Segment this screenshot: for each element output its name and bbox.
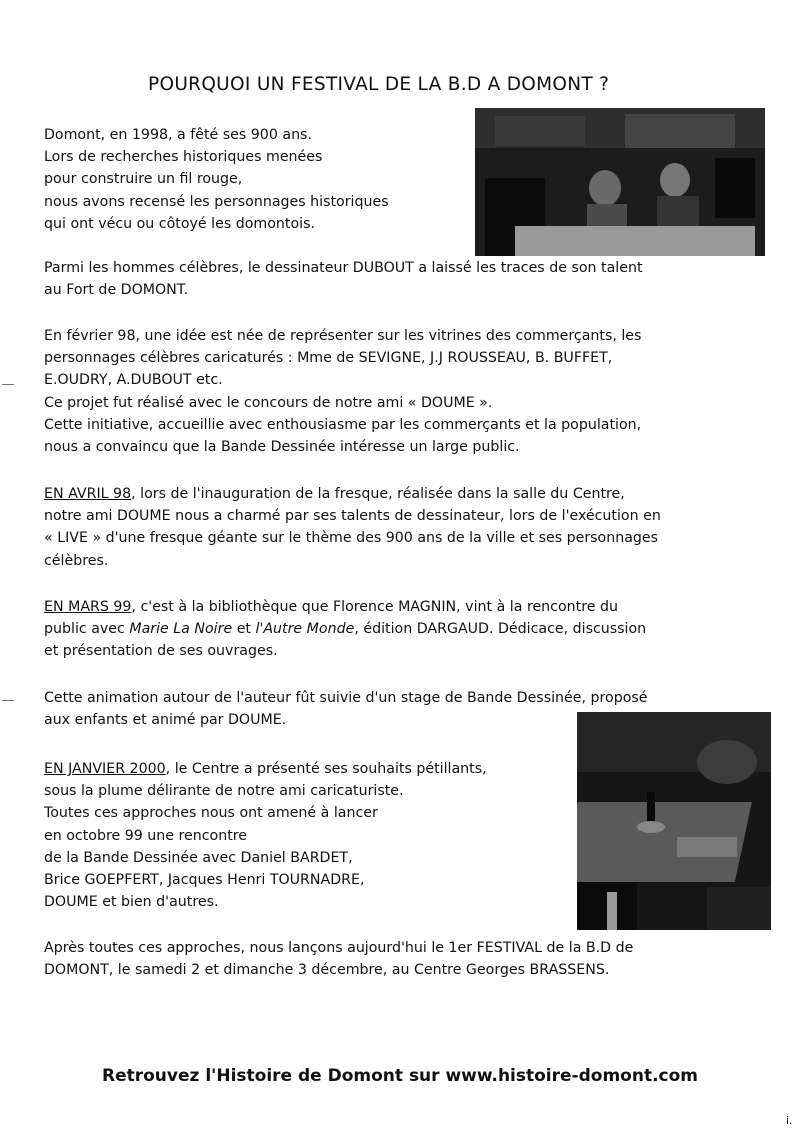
text-line: DOUME et bien d'autres. [44,894,219,911]
text-line: Ce projet fut réalisé avec le concours de notre ami « DOUME ». [44,394,493,411]
date-heading: EN JANVIER 2000 [44,761,166,777]
text-fragment: , le Centre a présenté ses souhaits pétillants, [165,761,487,777]
text-fragment: , édition DARGAUD. Dédicace, discussion [354,621,647,638]
february-paragraph [44,325,641,458]
text-line: Toutes ces approches nous ont amené à lancer [44,805,378,822]
photo-table-scene-image [577,712,771,930]
text-line: nous a convaincu que la Bande Dessinée intéresse un large public. [44,439,520,456]
text-line: au Fort de DOMONT. [44,282,189,299]
text-fragment: , lors de l'inauguration de la fresque, réalisée dans la salle du Centre, [131,486,625,502]
text-line: nous avons recensé les personnages historiques [44,193,389,210]
text-line: personnages célèbres caricaturés : Mme de SEVIGNE, J.J ROUSSEAU, B. BUFFET, [44,350,613,367]
text-line: et présentation de ses ouvrages. [44,643,278,660]
text-line: E.OUDRY, A.DUBOUT etc. [44,372,223,389]
text-line: aux enfants et animé par DOUME. [44,712,287,729]
page-title: POURQUOI UN FESTIVAL DE LA B.D A DOMONT ? [148,74,610,95]
text-line [44,618,646,640]
text-fragment: et [232,621,256,638]
january-paragraph [44,758,487,913]
website-footer: Retrouvez l'Histoire de Domont sur www.histoire-domont.com [101,1066,698,1086]
april-paragraph [44,483,661,572]
text-line [44,596,646,618]
text-line: Lors de recherches historiques menées [44,149,323,166]
text-line: Cette initiative, accueillie avec enthousiasme par les commerçants et la population, [44,416,642,433]
text-line [44,483,661,505]
text-line: Domont, en 1998, a fêté ses 900 ans. [44,127,312,143]
page-corner-mark: i. [786,1114,793,1127]
text-line: sous la plume délirante de notre ami caricaturiste. [44,783,404,800]
text-line: Après toutes ces approches, nous lançons aujourd'hui le 1er FESTIVAL de la B.D de [44,940,634,956]
book-title: l'Autre Monde [255,621,355,638]
text-line: « LIVE » d'une fresque géante sur le thème des 900 ans de la ville et ses personnages [44,530,659,547]
text-line: célèbres. [44,552,109,569]
closing-paragraph [44,937,633,981]
date-heading: EN AVRIL 98 [44,486,132,502]
march-paragraph [44,596,646,663]
intro-paragraph [44,124,389,235]
text-fragment: , c'est à la bibliothèque que Florence MAGNIN, vint à la rencontre du [131,599,618,615]
text-line: En février 98, une idée est née de représenter sur les vitrines des commerçants, les [44,328,642,344]
text-fragment: public avec [44,621,130,638]
book-title: Marie La Noire [129,621,233,638]
text-line: notre ami DOUME nous a charmé par ses talents de dessinateur, lors de l'exécution en [44,508,661,525]
text-line: Brice GOEPFERT, Jacques Henri TOURNADRE, [44,872,365,889]
photo-exhibition-image [475,108,765,256]
photo-table-scene [577,712,771,930]
text-line [44,758,487,780]
scan-margin-mark [2,384,14,385]
text-line: pour construire un fil rouge, [44,171,243,188]
photo-exhibition [475,108,765,256]
famous-paragraph [44,257,643,301]
text-line: Cette animation autour de l'auteur fût suivie d'un stage de Bande Dessinée, proposé [44,690,648,706]
text-line: Parmi les hommes célèbres, le dessinateur DUBOUT a laissé les traces de son talent [44,260,643,276]
scan-margin-mark [2,700,14,701]
text-line: qui ont vécu ou côtoyé les domontois. [44,215,315,232]
text-line: en octobre 99 une rencontre [44,827,248,844]
text-line: de la Bande Dessinée avec Daniel BARDET, [44,849,353,866]
animation-paragraph [44,687,648,731]
date-heading: EN MARS 99 [44,599,132,615]
text-line: DOMONT, le samedi 2 et dimanche 3 décembre, au Centre Georges BRASSENS. [44,962,610,979]
